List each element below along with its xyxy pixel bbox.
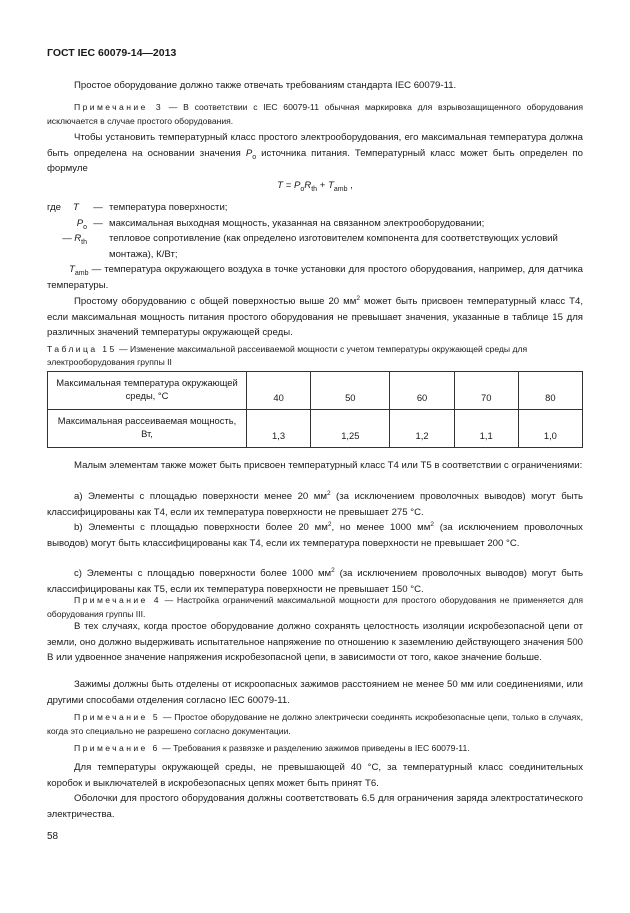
paragraph-text: источника питания. Температурный класс может быть определен по формуле: [47, 147, 583, 174]
paragraph: Для температуры окружающей среды, не превышающей 40 °С, за температурный класс соединительных коробок и выключателей в искробезопасных цепях может быть принят Т6.: [47, 762, 583, 789]
table-cell: 50: [311, 372, 390, 410]
note-text: — В соответствии с IEC 60079-11 обычная маркировка для взрывозащищенного оборудования исключается в случае простого оборудования.: [47, 102, 583, 126]
note-4: Примечание 4 — Настройка ограничений максимальной мощности для простого оборудования не применяется для оборудования группы III.: [47, 595, 583, 619]
table-cell: 40: [247, 372, 311, 410]
formula: $T = P_oR_{th} + T_{amb}$ ,: [277, 180, 353, 193]
table-cell: 1,25: [311, 410, 390, 448]
table-cell: 1,0: [518, 410, 582, 448]
page-number: 58: [47, 831, 59, 842]
table-cell: 60: [390, 372, 454, 410]
paragraph: Оболочки для простого оборудования должны соответствовать 6.5 для ограничения заряда электростатического электричества.: [47, 793, 583, 820]
table-cell: 1,1: [454, 410, 518, 448]
definition-item: $R_{th}—$ тепловое сопротивление (как определено изготовителем компонента для соответствующих условий монтажа), К/Вт;: [62, 233, 558, 260]
paragraph: В тех случаях, когда простое оборудование должно сохранять целостность изоляции искробезопасной цепи от земли, оно должно выдерживать испытательное напряжение по отношению к заземлению действующего значения 500 В или удвоенное значение напряжения искробезопасной цепи, в зависимости от того, какое значение больше.: [47, 621, 583, 663]
note-6: Примечание 6 — Требования к развязке и разделению зажимов приведены в IEC 60079-11.: [74, 743, 470, 753]
note-5: Примечание 5 — Простое оборудование не должно электрически соединять искробезопасные цепи, только в случаях, когда это специально не разрешено согласно документации.: [47, 712, 583, 736]
table-cell: 70: [454, 372, 518, 410]
paragraph: Малым элементам также может быть присвоен температурный класс Т4 или Т5 в соответствии с ограничениями:: [74, 460, 583, 471]
definition-item: $P_o$ — максимальная выходная мощность, указанная на связанном электрооборудовании;: [76, 217, 485, 231]
definition-item: где T — температура поверхности;: [47, 202, 228, 213]
table-row: [48, 372, 583, 410]
table-caption: Таблица 15 — Изменение максимальной рассеиваемой мощности с учетом температуры окружающей среды для электрооборудования группы II: [47, 344, 528, 367]
definition-list: [47, 200, 583, 293]
list-item: c) Элементы с площадью поверхности более 1000 $мм^2$ (за исключением проволочных выводов) могут быть классифицированы как Т5, если их температура поверхности не превышает 150 °С.: [47, 566, 584, 595]
document-header: ГОСТ IEC 60079-14—2013: [47, 47, 177, 59]
table-header-cell: Максимальная температура окружающей среды, °С: [48, 372, 247, 410]
symbol: P: [245, 147, 253, 159]
table-header-cell: Максимальная рассеиваемая мощность, Вт,: [48, 410, 247, 448]
list-item: a) Элементы с площадью поверхности менее 20 $мм^2$ (за исключением проволочных выводов) могут быть классифицированы как Т4, если их температура поверхности не превышает 275 °С.: [47, 489, 583, 518]
list-item: b) Элементы с площадью поверхности более 20 $мм^2$, но менее 1000 $мм^2$ (за исключением проволочных выводов) могут быть классифицированы как Т4, если их температура поверхности не превышает 200 °С.: [47, 520, 583, 549]
table-row: [48, 410, 583, 448]
table-cell: 80: [518, 372, 582, 410]
table-cell: 1,3: [247, 410, 311, 448]
paragraph: [47, 130, 583, 177]
subscript: o: [252, 153, 257, 161]
definition-item: $T_{amb}$ — температура окружающего воздуха в точке установки для простого оборудования, например, для датчика температуры.: [47, 264, 583, 291]
table-cell: 1,2: [390, 410, 454, 448]
paragraph: Простому оборудованию с общей поверхностью выше 20 $мм^2$ может быть присвоен температурный класс Т4, если максимальная мощность питания простого оборудования не превышает значения, указанные в таблице 15 для различных значений температуры окружающей среды.: [47, 294, 583, 338]
paragraph: Простое оборудование должно также отвечать требованиям стандарта IEC 60079-11.: [74, 80, 457, 91]
note-label: Примечание 3: [74, 102, 164, 112]
paragraph: Зажимы должны быть отделены от искроопасных зажимов расстоянием не менее 50 мм или соединениями, или другими способами отделения согласно IEC 60079-11.: [47, 679, 583, 706]
note-3: [47, 101, 583, 128]
table-15: [47, 371, 583, 448]
paragraph-text: Чтобы установить температурный класс простого электрооборудования, его максимальная температура должна быть определена на основании значения: [47, 132, 583, 159]
